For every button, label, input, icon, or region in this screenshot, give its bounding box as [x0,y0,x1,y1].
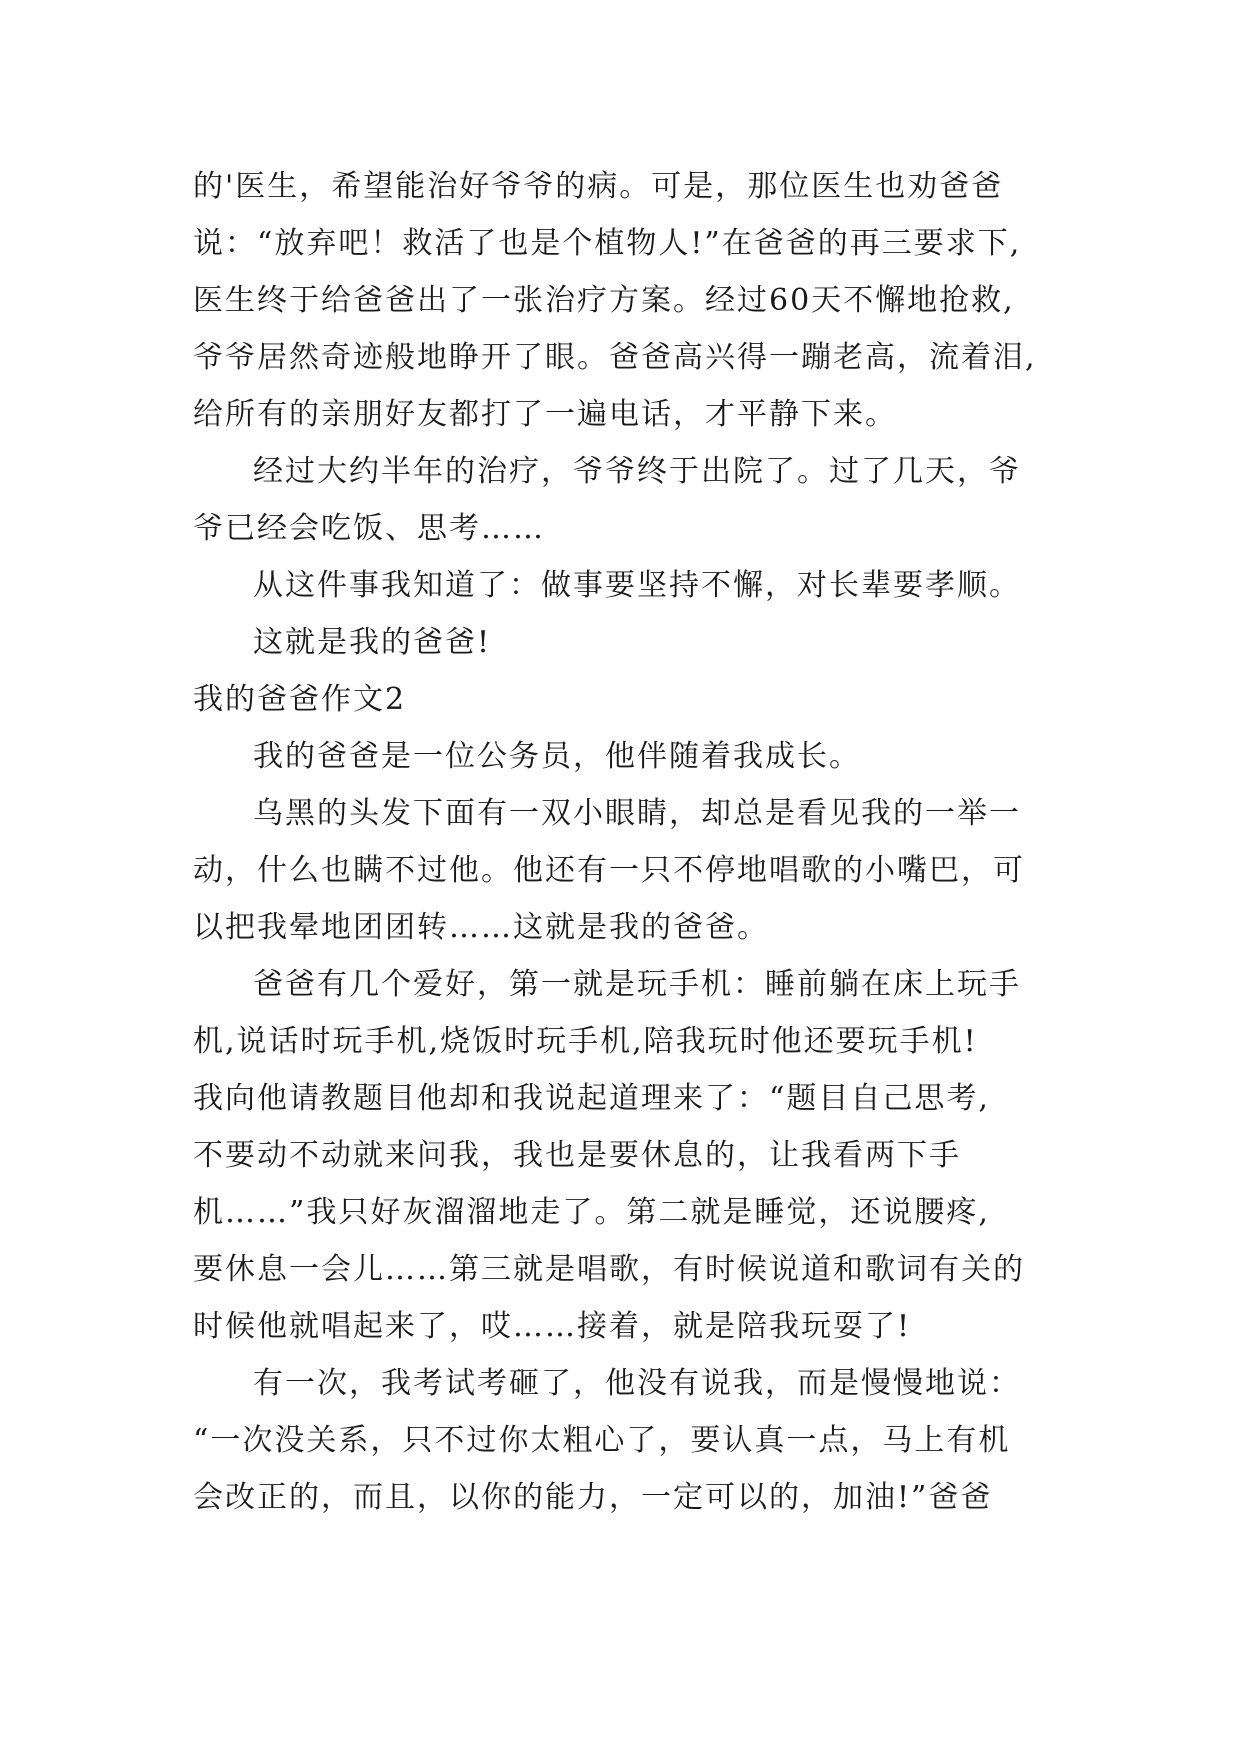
text-line: 给所有的亲朋好友都打了一遍电话，才平静下来。 [193,397,897,432]
text-line: 要休息一会儿……第三就是唱歌，有时候说道和歌词有关的 [193,1252,1025,1287]
paragraph-first-line: 这就是我的爸爸! [253,625,492,660]
text-line: 医生终于给爸爸出了一张治疗方案。经过60天不懈地抢救, [193,283,1015,318]
text-line: 机,说话时玩手机,烧饭时玩手机,陪我玩时他还要玩手机! [193,1024,978,1059]
text-line: 动，什么也瞒不过他。他还有一只不停地唱歌的小嘴巴，可 [193,853,1025,888]
text-line: 说：“放弃吧！救活了也是个植物人!”在爸爸的再三要求下, [193,226,1022,261]
text-line: 以把我晕地团团转……这就是我的爸爸。 [193,910,769,945]
paragraph-first-line: 有一次，我考试考砸了，他没有说我，而是慢慢地说： [253,1366,1021,1401]
text-line: 机……”我只好灰溜溜地走了。第二就是睡觉，还说腰疼, [193,1195,990,1230]
text-line: 爷已经会吃饭、思考…… [193,511,545,546]
paragraph-first-line: 乌黑的头发下面有一双小眼睛，却总是看见我的一举一 [253,796,1021,831]
text-line: 爷爷居然奇迹般地睁开了眼。爸爸高兴得一蹦老高，流着泪, [193,340,1037,375]
paragraph-first-line: 我的爸爸是一位公务员，他伴随着我成长。 [253,739,861,774]
text-line: “一次没关系，只不过你太粗心了，要认真一点，马上有机 [193,1423,1011,1458]
text-line: 的'医生，希望能治好爷爷的病。可是，那位医生也劝爸爸 [193,169,1004,204]
text-line: 时候他就唱起来了，哎……接着，就是陪我玩耍了! [193,1309,912,1344]
paragraph-first-line: 爸爸有几个爱好，第一就是玩手机：睡前躺在床上玩手 [253,967,1021,1002]
paragraph-first-line: 从这件事我知道了：做事要坚持不懈，对长辈要孝顺。 [253,568,1021,603]
text-line: 不要动不动就来问我，我也是要休息的，让我看两下手 [193,1138,961,1173]
text-line: 会改正的，而且，以你的能力，一定可以的，加油!”爸爸 [193,1480,993,1515]
paragraph-first-line: 经过大约半年的治疗，爷爷终于出院了。过了几天，爷 [253,454,1021,489]
text-line: 我向他请教题目他却和我说起道理来了：“题目自己思考, [193,1081,990,1116]
section-heading: 我的爸爸作文2 [193,682,407,717]
